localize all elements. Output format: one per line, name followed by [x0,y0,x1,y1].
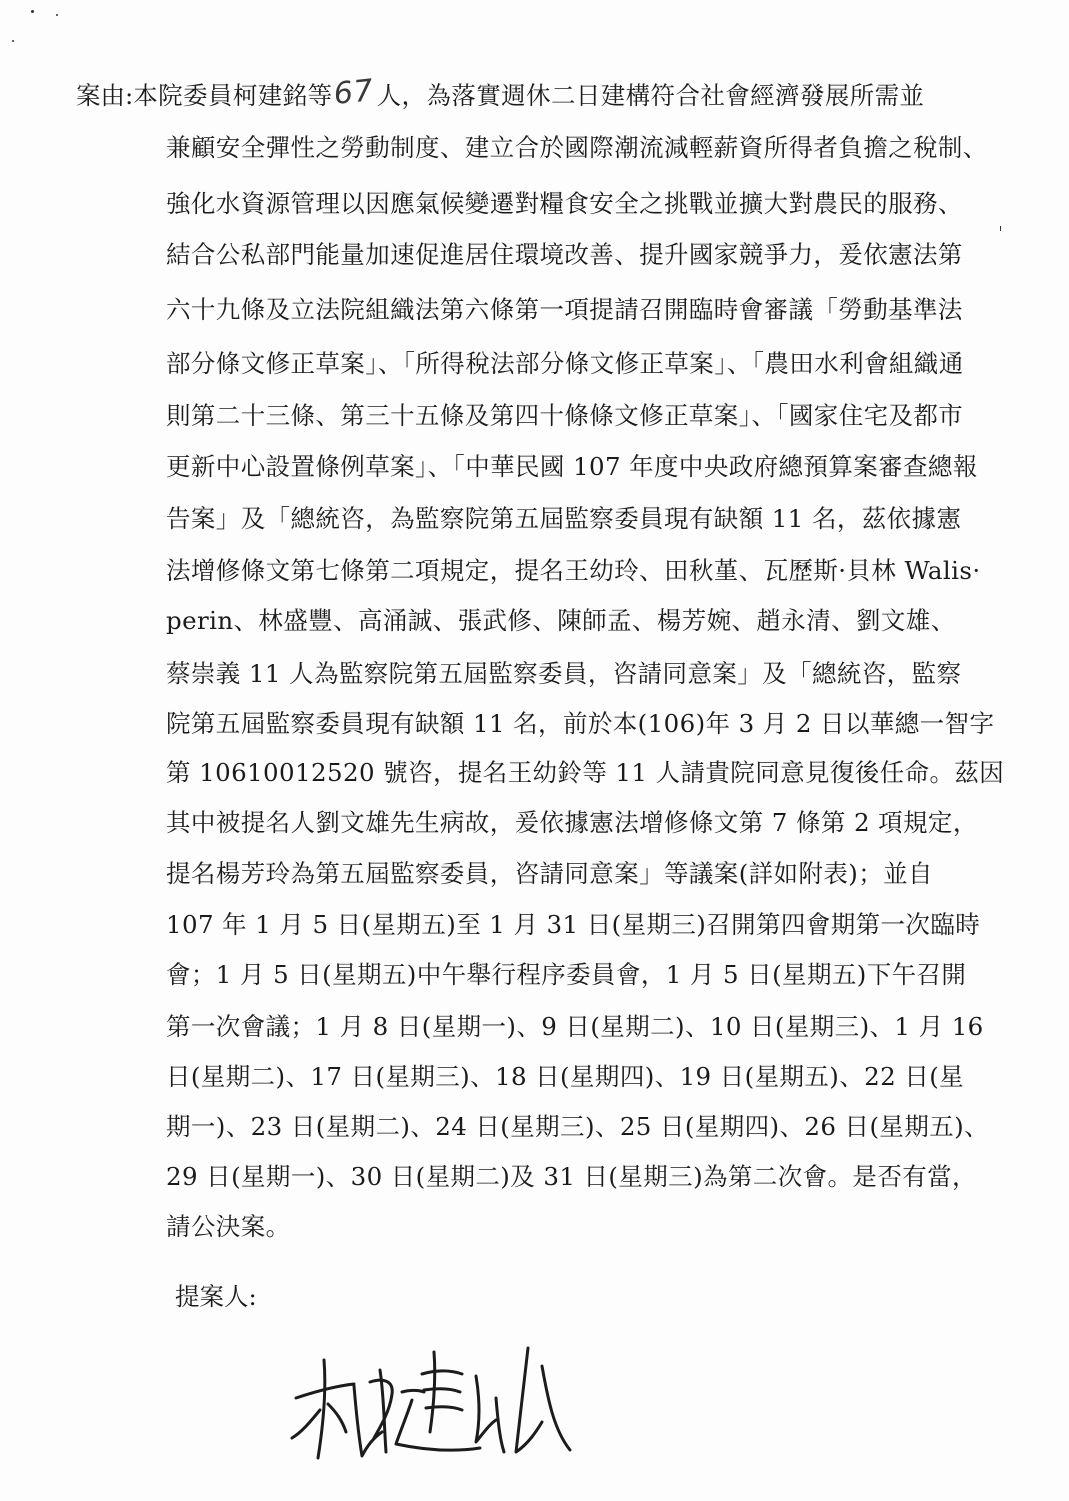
proposal-line-21: 期一)、23 日(星期二)、24 日(星期三)、25 日(星期四)、26 日(星期五)、 [166,1112,989,1141]
proposal-line-11: perin、林盛豐、高涌誠、張武修、陳師孟、楊芳婉、趙永清、劉文雄、 [166,606,956,635]
handwritten-count: 67 [332,73,377,113]
proposal-line-19: 第一次會議；1 月 8 日(星期一)、9 日(星期二)、10 日(星期三)、1 月 16 [166,1012,984,1041]
proposal-line-18: 會；1 月 5 日(星期五)中午舉行程序委員會，1 月 5 日(星期五)下午召開 [166,960,967,989]
proposal-line-2: 兼顧安全彈性之勞動制度、建立合於國際潮流減輕薪資所得者負擔之稅制、 [166,133,988,162]
proposal-line-10: 法增修條文第七條第二項規定，提名王幼玲、田秋堇、瓦歷斯·貝林 Walis· [166,556,981,585]
proposal-line-15: 其中被提名人劉文雄先生病故，爰依據憲法增修條文第 7 條第 2 項規定， [166,808,978,837]
proposal-text-post: 人，為落實週休二日建構符合社會經濟發展所需並 [376,81,925,110]
proposal-line-1 [76,73,925,113]
proposer-label: 提案人: [175,1282,257,1311]
proposal-line-13: 院第五屆監察委員現有缺額 11 名，前於本(106)年 3 月 2 日以華總一智字 [166,709,995,738]
scan-speck [1000,226,1001,231]
proposal-line-3: 強化水資源管理以因應氣候變遷對糧食安全之挑戰並擴大對農民的服務、 [166,189,963,218]
signature [284,1340,584,1470]
proposal-line-7: 則第二十三條、第三十五條及第四十條條文修正草案」、「國家住宅及都市 [166,401,964,430]
proposal-line-9: 告案」及「總統咨，為監察院第五屆監察委員現有缺額 11 名，茲依據憲 [166,504,962,533]
proposal-line-20: 日(星期二)、17 日(星期三)、18 日(星期四)、19 日(星期五)、22 日(星 [166,1062,965,1091]
scan-speck [31,10,34,13]
proposal-text-pre: 本院委員柯建銘等 [133,81,333,110]
proposal-label: 案由: [76,81,134,110]
scan-speck [12,40,14,42]
proposal-line-23: 請公決案。 [166,1212,291,1241]
proposal-line-8: 更新中心設置條例草案」、「中華民國 107 年度中央政府總預算案審查總報 [166,452,978,481]
proposal-line-22: 29 日(星期一)、30 日(星期二)及 31 日(星期三)為第二次會。是否有當， [166,1162,977,1191]
proposal-line-4: 結合公私部門能量加速促進居住環境改善、提升國家競爭力，爰依憲法第 [166,240,963,269]
proposal-line-16: 提名楊芳玲為第五屆監察委員，咨請同意案」等議案(詳如附表)；並自 [166,859,933,888]
proposal-line-5: 六十九條及立法院組織法第六條第一項提請召開臨時會審議「勞動基準法 [166,295,963,324]
proposal-line-17: 107 年 1 月 5 日(星期五)至 1 月 31 日(星期三)召開第四會期第一次臨時 [166,910,981,939]
proposal-line-12: 蔡崇義 11 人為監察院第五屆監察委員，咨請同意案」及「總統咨，監察 [166,659,962,688]
proposal-line-6: 部分條文修正草案」、「所得稅法部分條文修正草案」、「農田水利會組織通 [166,349,964,378]
scan-speck [56,14,58,16]
proposal-line-14: 第 10610012520 號咨，提名王幼鈴等 11 人請貴院同意見復後任命。茲因 [166,758,1005,787]
